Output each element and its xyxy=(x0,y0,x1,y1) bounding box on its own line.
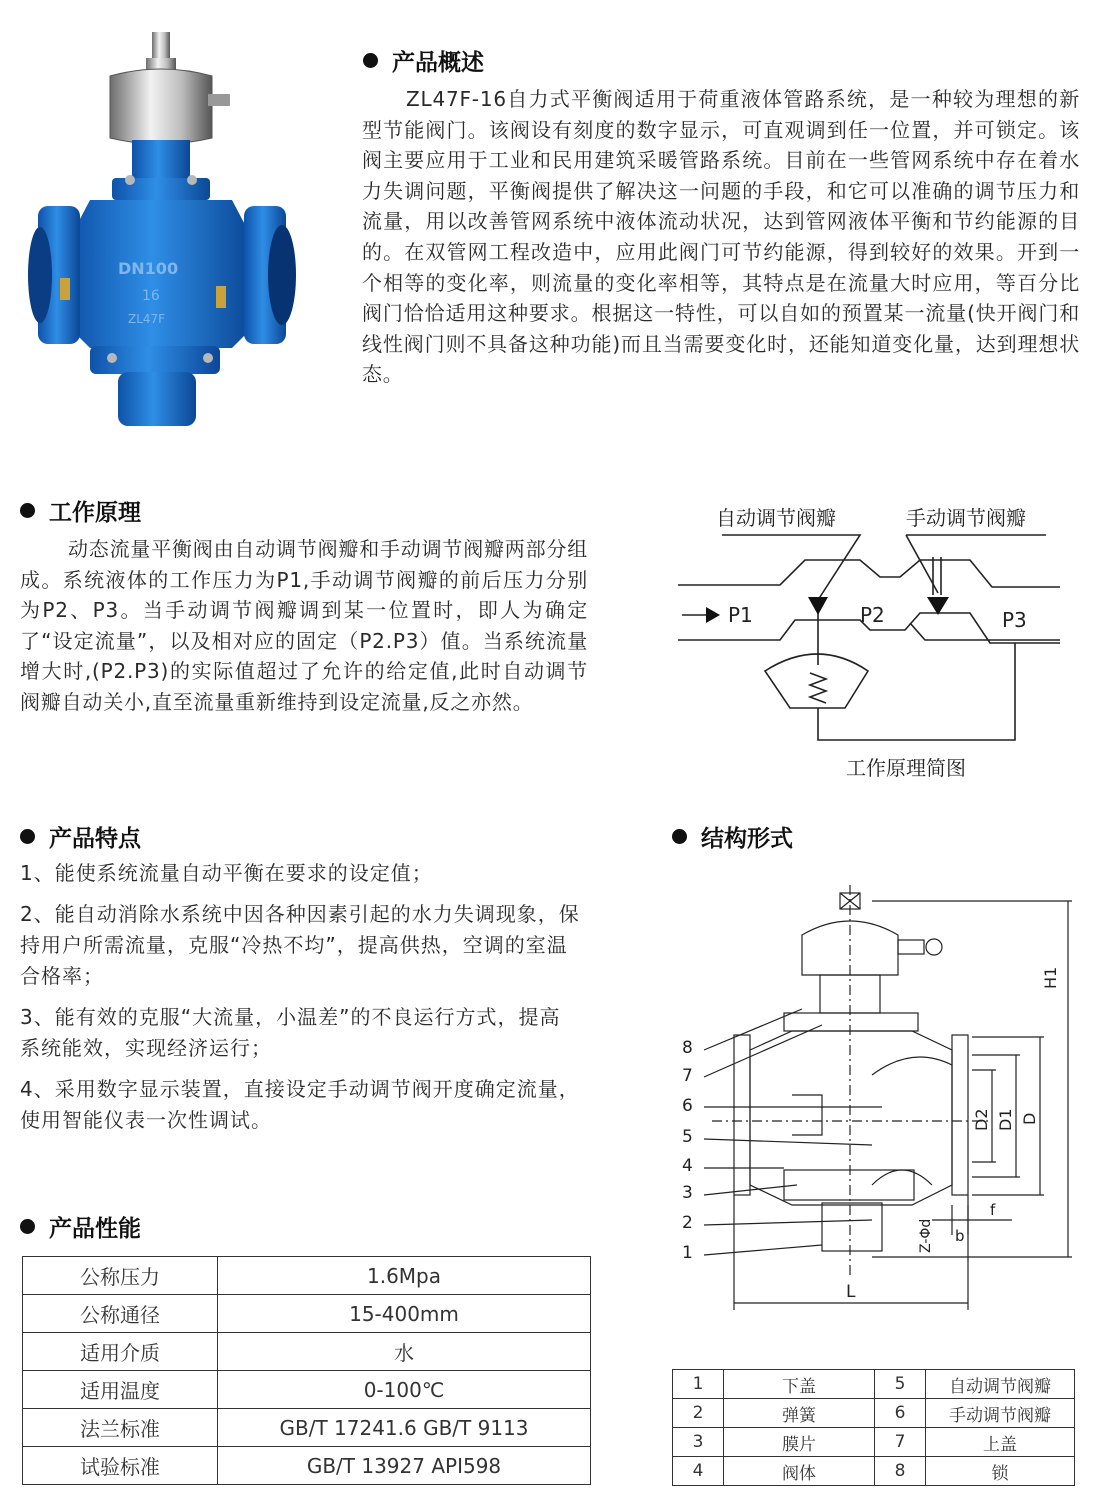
perf-key: 公称压力 xyxy=(23,1257,218,1295)
principle-diagram xyxy=(670,495,1080,795)
callout-6: 6 xyxy=(682,1096,693,1116)
parts-table xyxy=(672,1369,1075,1486)
part-number: 4 xyxy=(673,1457,724,1486)
perf-value: 水 xyxy=(218,1333,591,1371)
body-marking-dn: DN100 xyxy=(118,259,179,278)
table-row xyxy=(23,1257,591,1295)
body-marking-pn: 16 xyxy=(142,288,160,304)
part-name: 膜片 xyxy=(724,1428,875,1457)
bullet-icon xyxy=(363,53,378,68)
perf-key: 适用温度 xyxy=(23,1371,218,1409)
dim-b: b xyxy=(955,1227,965,1245)
principle-title: 工作原理 xyxy=(49,500,141,526)
dim-h1: H1 xyxy=(1041,966,1060,989)
structure-title: 结构形式 xyxy=(701,826,793,852)
part-number: 3 xyxy=(673,1428,724,1457)
bullet-icon xyxy=(672,829,687,844)
dim-d2: D2 xyxy=(972,1108,991,1131)
callout-3: 3 xyxy=(682,1183,693,1203)
features-heading xyxy=(20,820,141,853)
table-row xyxy=(23,1371,591,1409)
table-row xyxy=(673,1370,1075,1399)
part-number: 5 xyxy=(875,1370,926,1399)
features-title: 产品特点 xyxy=(49,826,141,852)
part-name: 阀体 xyxy=(724,1457,875,1486)
part-number: 2 xyxy=(673,1399,724,1428)
table-row xyxy=(23,1295,591,1333)
part-name: 锁 xyxy=(926,1457,1075,1486)
overview-text-block xyxy=(362,84,1080,390)
perf-value: 1.6Mpa xyxy=(218,1257,591,1295)
perf-value: 0-100℃ xyxy=(218,1371,591,1409)
performance-table xyxy=(22,1256,591,1485)
performance-heading xyxy=(20,1210,141,1243)
table-row xyxy=(23,1409,591,1447)
part-name: 自动调节阀瓣 xyxy=(926,1370,1075,1399)
table-row xyxy=(23,1333,591,1371)
structure-drawing xyxy=(672,885,1092,1325)
feature-item: 4、采用数字显示装置，直接设定手动调节阀开度确定流量，使用智能仪表一次性调试。 xyxy=(20,1077,580,1132)
bullet-icon xyxy=(20,503,35,518)
part-name: 上盖 xyxy=(926,1428,1075,1457)
diagram-label-auto: 自动调节阀瓣 xyxy=(716,506,836,530)
part-number: 8 xyxy=(875,1457,926,1486)
dim-l: L xyxy=(846,1282,856,1302)
features-list xyxy=(20,858,580,1146)
perf-key: 法兰标准 xyxy=(23,1409,218,1447)
callout-5: 5 xyxy=(682,1127,693,1147)
perf-value: GB/T 17241.6 GB/T 9113 xyxy=(218,1409,591,1447)
overview-text: ZL47F-16自力式平衡阀适用于荷重液体管路系统，是一种较为理想的新型节能阀门。该阀设有刻度的数字显示，可直观调到任一位置，并可锁定。该阀主要应用于工业和民用建筑采暖管路系统。目前在一些管网系统中存在着水力失调问题，平衡阀提供了解决这一问题的手段，和它可以准确的调节压力和流量，用以改善管网系统中液体流动状况，达到管网液体平衡和节约能源的目的。在双管网工程改造中，应用此阀门可节约能源，得到较好的效果。开到一个相等的变化率，则流量的变化率相等，其特点是在流量大时应用，等百分比阀门恰恰适用这种要求。根据这一特性，可以自如的预置某一流量(快开阀门和线性阀门则不具备这种功能)而且当需要变化时，还能知道变化量，达到理想状态。 xyxy=(362,87,1080,387)
part-name: 手动调节阀瓣 xyxy=(926,1399,1075,1428)
diagram-caption: 工作原理简图 xyxy=(846,756,966,780)
feature-item: 1、能使系统流量自动平衡在要求的设定值； xyxy=(20,861,433,885)
perf-key: 公称通径 xyxy=(23,1295,218,1333)
dim-bolt: Z-Φd xyxy=(918,1218,934,1253)
principle-heading xyxy=(20,494,141,527)
part-number: 6 xyxy=(875,1399,926,1428)
feature-item: 2、能自动消除水系统中因各种因素引起的水力失调现象，保持用户所需流量，克服“冷热不均”，提高供热，空调的室温合格率； xyxy=(20,902,580,988)
table-row xyxy=(673,1399,1075,1428)
part-number: 1 xyxy=(673,1370,724,1399)
dim-d: D xyxy=(1020,1112,1039,1125)
part-name: 弹簧 xyxy=(724,1399,875,1428)
perf-key: 适用介质 xyxy=(23,1333,218,1371)
diagram-p1: P1 xyxy=(728,603,753,627)
structure-heading xyxy=(672,820,793,853)
bullet-icon xyxy=(20,829,35,844)
part-name: 下盖 xyxy=(724,1370,875,1399)
callout-4: 4 xyxy=(682,1156,693,1176)
callout-1: 1 xyxy=(682,1243,693,1263)
principle-text-block xyxy=(20,534,588,718)
diagram-label-manual: 手动调节阀瓣 xyxy=(906,506,1026,530)
dim-d1: D1 xyxy=(996,1108,1015,1131)
body-marking-model: ZL47F xyxy=(128,312,166,326)
callout-8: 8 xyxy=(682,1038,693,1058)
overview-title: 产品概述 xyxy=(392,50,484,76)
feature-item: 3、能有效的克服“大流量，小温差”的不良运行方式，提高系统能效，实现经济运行； xyxy=(20,1005,561,1060)
callout-7: 7 xyxy=(682,1066,693,1086)
bullet-icon xyxy=(20,1219,35,1234)
performance-title: 产品性能 xyxy=(49,1216,141,1242)
part-number: 7 xyxy=(875,1428,926,1457)
principle-text: 动态流量平衡阀由自动调节阀瓣和手动调节阀瓣两部分组成。系统液体的工作压力为P1,手动调节阀瓣的前后压力分别为P2、P3。当手动调节阀瓣调到某一位置时，即人为确定了“设定流量”，以及相对应的固定（P2.P3）值。当系统流量增大时,(P2.P3)的实际值超过了允许的给定值,此时自动调节阀瓣自动关小,直至流量重新维持到设定流量,反之亦然。 xyxy=(20,537,588,714)
table-row xyxy=(673,1428,1075,1457)
table-row xyxy=(673,1457,1075,1486)
diagram-p2: P2 xyxy=(860,603,885,627)
perf-key: 试验标准 xyxy=(23,1447,218,1485)
overview-heading xyxy=(363,44,484,77)
product-photo xyxy=(20,28,320,438)
perf-value: 15-400mm xyxy=(218,1295,591,1333)
table-row xyxy=(23,1447,591,1485)
dim-f: f xyxy=(990,1201,996,1219)
perf-value: GB/T 13927 API598 xyxy=(218,1447,591,1485)
callout-2: 2 xyxy=(682,1213,693,1233)
diagram-p3: P3 xyxy=(1002,608,1027,632)
